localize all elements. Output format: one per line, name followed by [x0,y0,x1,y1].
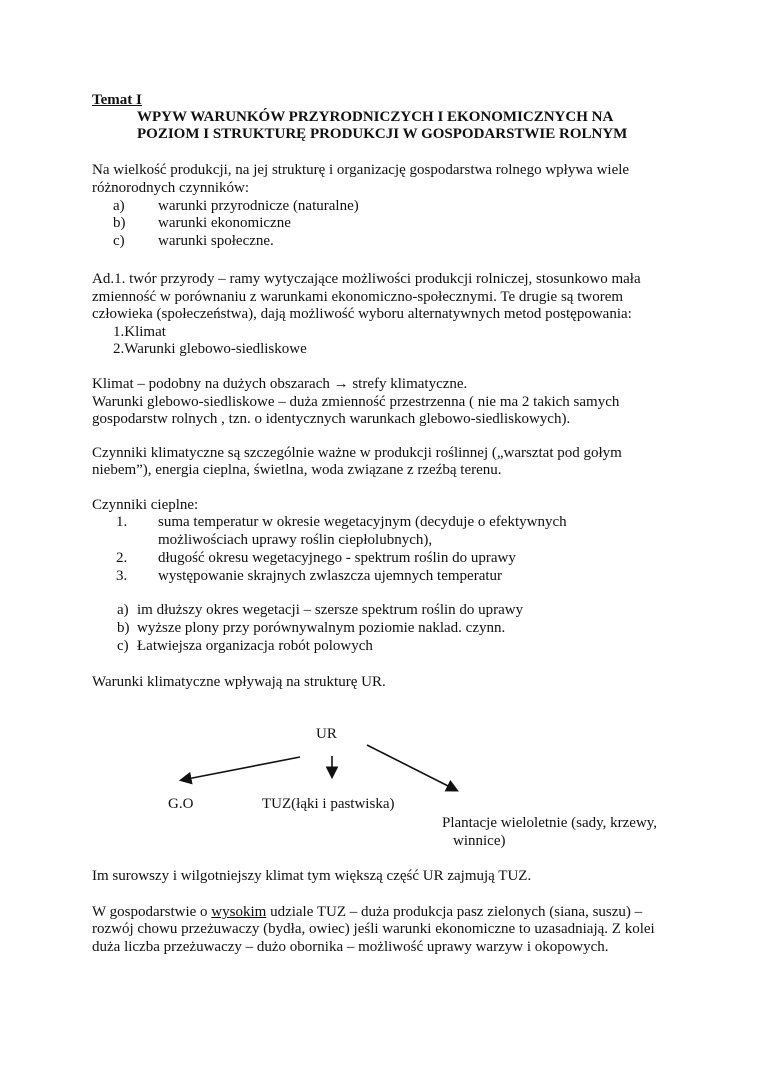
list-marker: 1. [116,514,128,530]
arrow-to-plantations [367,745,456,790]
final-text-pre: W gospodarstwie o [92,904,212,920]
ad1-text: zmienność w porównaniu z warunkami ekonomiczno-społecznymi. Te drugie są tworem [92,289,624,305]
list-marker: a) [113,198,125,214]
list-item: 1.Klimat [113,324,166,340]
klimat-text: Klimat – podobny na dużych obszarach → strefy klimatyczne. [92,376,468,392]
final-text [92,903,642,921]
final-text-emphasis: wysokim [211,904,267,920]
list-item: możliwościach uprawy roślin ciepłolubnych), [158,532,433,548]
diagram-node-plantations: Plantacje wieloletnie (sady, krzewy, [442,815,658,831]
arrow-to-go [182,757,300,780]
list-item: suma temperatur w okresie wegetacyjnym (decyduje o efektywnych [158,514,567,530]
diagram-node-plantations-cont: winnice) [453,833,506,849]
list-item: warunki społeczne. [158,233,274,249]
list-marker: b) [117,620,130,636]
list-item: im dłuższy okres wegetacji – szersze spektrum roślin do uprawy [137,602,524,618]
ad1-text: człowieka (społeczeństwa), dają możliwość wyboru alternatywnych metod postępowania: [92,306,632,322]
czynniki-text: Czynniki klimatyczne są szczególnie ważne w produkcji roślinnej („warsztat pod gołym [92,445,622,461]
intro-text: Na wielkość produkcji, na jej strukturę i organizację gospodarstwa rolnego wpływa wiele [92,162,630,178]
document-title-line-1: WPYW WARUNKÓW PRZYRODNICZYCH I EKONOMICZNYCH NA [137,109,614,125]
list-marker: c) [113,233,125,249]
list-item: 2.Warunki glebowo-siedliskowe [113,341,307,357]
czynniki-text: niebem”), energia cieplna, świetlna, woda związane z rzeźbą terenu. [92,462,502,478]
list-marker: a) [117,602,129,618]
list-marker: 3. [116,568,128,584]
final-text-post: udziale TUZ – duża produkcja pasz zielonych (siana, suszu) – [266,904,643,920]
tuz-note: Im surowszy i wilgotniejszy klimat tym większą część UR zajmują TUZ. [92,868,532,884]
list-item: wyższe plony przy porównywalnym poziomie naklad. czynn. [137,620,506,636]
list-marker: 2. [116,550,128,566]
ad1-text: Ad.1. twór przyrody – ramy wytyczające możliwości produkcji rolniczej, stosunkowo mała [92,271,641,287]
klimat-text: gospodarstw rolnych , tzn. o identycznych warunkach glebowo-siedliskowych). [92,411,571,427]
list-item: warunki ekonomiczne [158,215,291,231]
klimat-text: Warunki glebowo-siedliskowe – duża zmienność przestrzenna ( nie ma 2 takich samych [92,394,620,410]
intro-text: różnorodnych czynników: [92,180,250,196]
list-item: warunki przyrodnicze (naturalne) [158,198,359,214]
topic-label: Temat I [92,92,142,108]
list-item: Łatwiejsza organizacja robót polowych [137,638,373,654]
final-text: duża liczba przeżuwaczy – dużo obornika – możliwość uprawy warzyw i okopowych. [92,939,609,955]
diagram-node-tuz: TUZ(łąki i pastwiska) [262,796,395,812]
document-title-line-2: POZIOM I STRUKTURĘ PRODUKCJI W GOSPODARSTWIE ROLNYM [137,126,628,142]
list-marker: b) [113,215,126,231]
list-item: występowanie skrajnych zwlaszcza ujemnych temperatur [158,568,503,584]
final-text: rozwój chowu przeżuwaczy (bydła, owiec) jeśli warunki ekonomiczne to uzasadniają. Z kolei [92,921,655,937]
diagram-root-ur: UR [316,726,337,742]
diagram-node-go: G.O [168,796,194,812]
ur-intro: Warunki klimatyczne wpływają na strukturę UR. [92,674,386,690]
list-marker: c) [117,638,129,654]
list-item: długość okresu wegetacyjnego - spektrum roślin do uprawy [158,550,516,566]
section-heading: Czynniki cieplne: [92,497,199,513]
